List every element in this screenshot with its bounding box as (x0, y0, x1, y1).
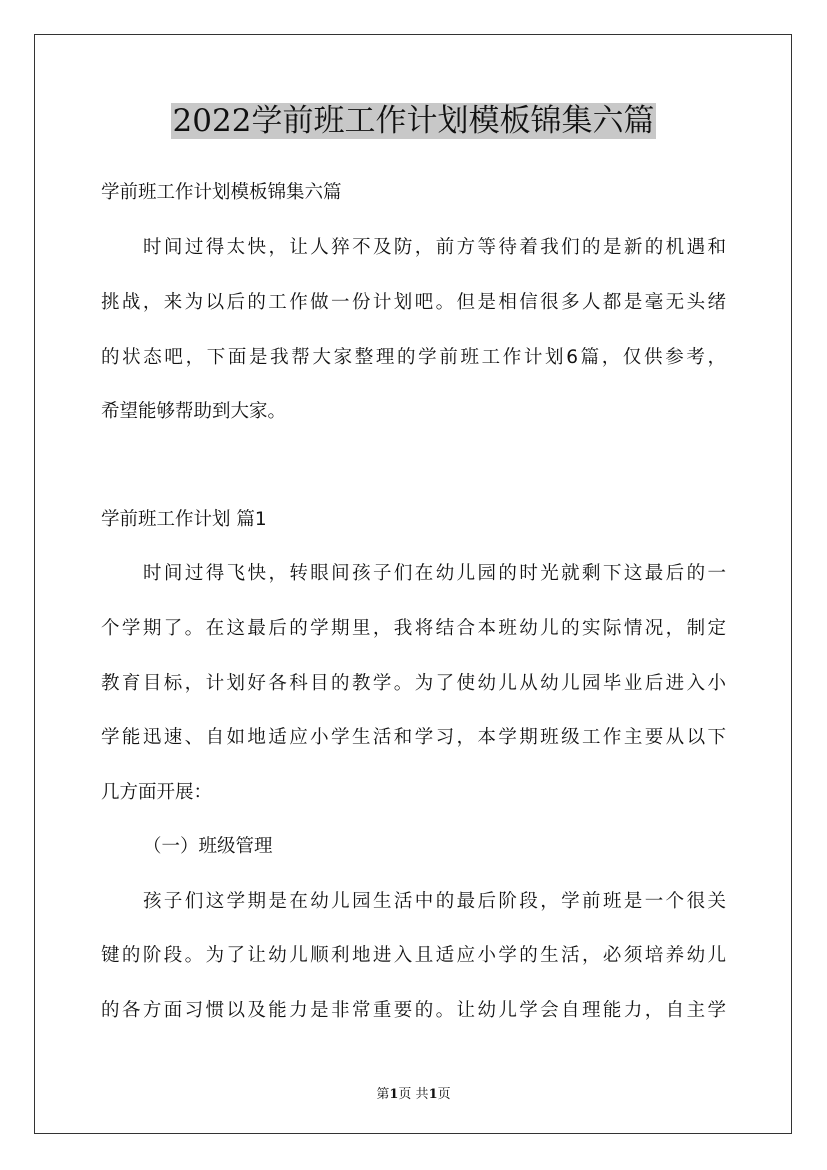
subtitle-line: 学前班工作计划模板锦集六篇 (101, 182, 342, 203)
paragraph-line: 希望能够帮助到大家。 (101, 401, 287, 422)
footer-total-pages: 1 (428, 1087, 438, 1102)
document-title (0, 100, 827, 142)
paragraph-line: 键的阶段。为了让幼儿顺利地进入且适应小学的生活，必须培养幼儿 (101, 945, 726, 966)
footer-suffix: 页 (437, 1087, 451, 1102)
paragraph-line: 时间过得太快，让人猝不及防，前方等待着我们的是新的机遇和 (143, 237, 726, 258)
footer-current-page: 1 (389, 1087, 399, 1102)
paragraph-line: 孩子们这学期是在幼儿园生活中的最后阶段，学前班是一个很关 (143, 891, 726, 912)
document-title-text: 2022学前班工作计划模板锦集六篇 (172, 103, 655, 139)
paragraph-line: 的各方面习惯以及能力是非常重要的。让幼儿学会自理能力，自主学 (101, 1000, 726, 1021)
paragraph-line: 的状态吧，下面是我帮大家整理的学前班工作计划6篇，仅供参考， (101, 347, 726, 368)
paragraph-line: 个学期了。在这最后的学期里，我将结合本班幼儿的实际情况，制定 (101, 618, 726, 639)
page-footer (0, 1083, 827, 1102)
footer-prefix: 第 (376, 1087, 390, 1102)
section-heading: 学前班工作计划 篇1 (101, 509, 267, 530)
paragraph-line: 时间过得飞快，转眼间孩子们在幼儿园的时光就剩下这最后的一 (143, 563, 726, 584)
paragraph-line: 几方面开展： (101, 782, 213, 803)
paragraph-line: 学能迅速、自如地适应小学生活和学习，本学期班级工作主要从以下 (101, 727, 726, 748)
subsection-heading: （一）班级管理 (143, 836, 273, 857)
paragraph-line: 挑战，来为以后的工作做一份计划吧。但是相信很多人都是毫无头绪 (101, 292, 726, 313)
footer-mid: 页 共 (398, 1087, 429, 1102)
paragraph-line: 教育目标，计划好各科目的教学。为了使幼儿从幼儿园毕业后进入小 (101, 673, 726, 694)
